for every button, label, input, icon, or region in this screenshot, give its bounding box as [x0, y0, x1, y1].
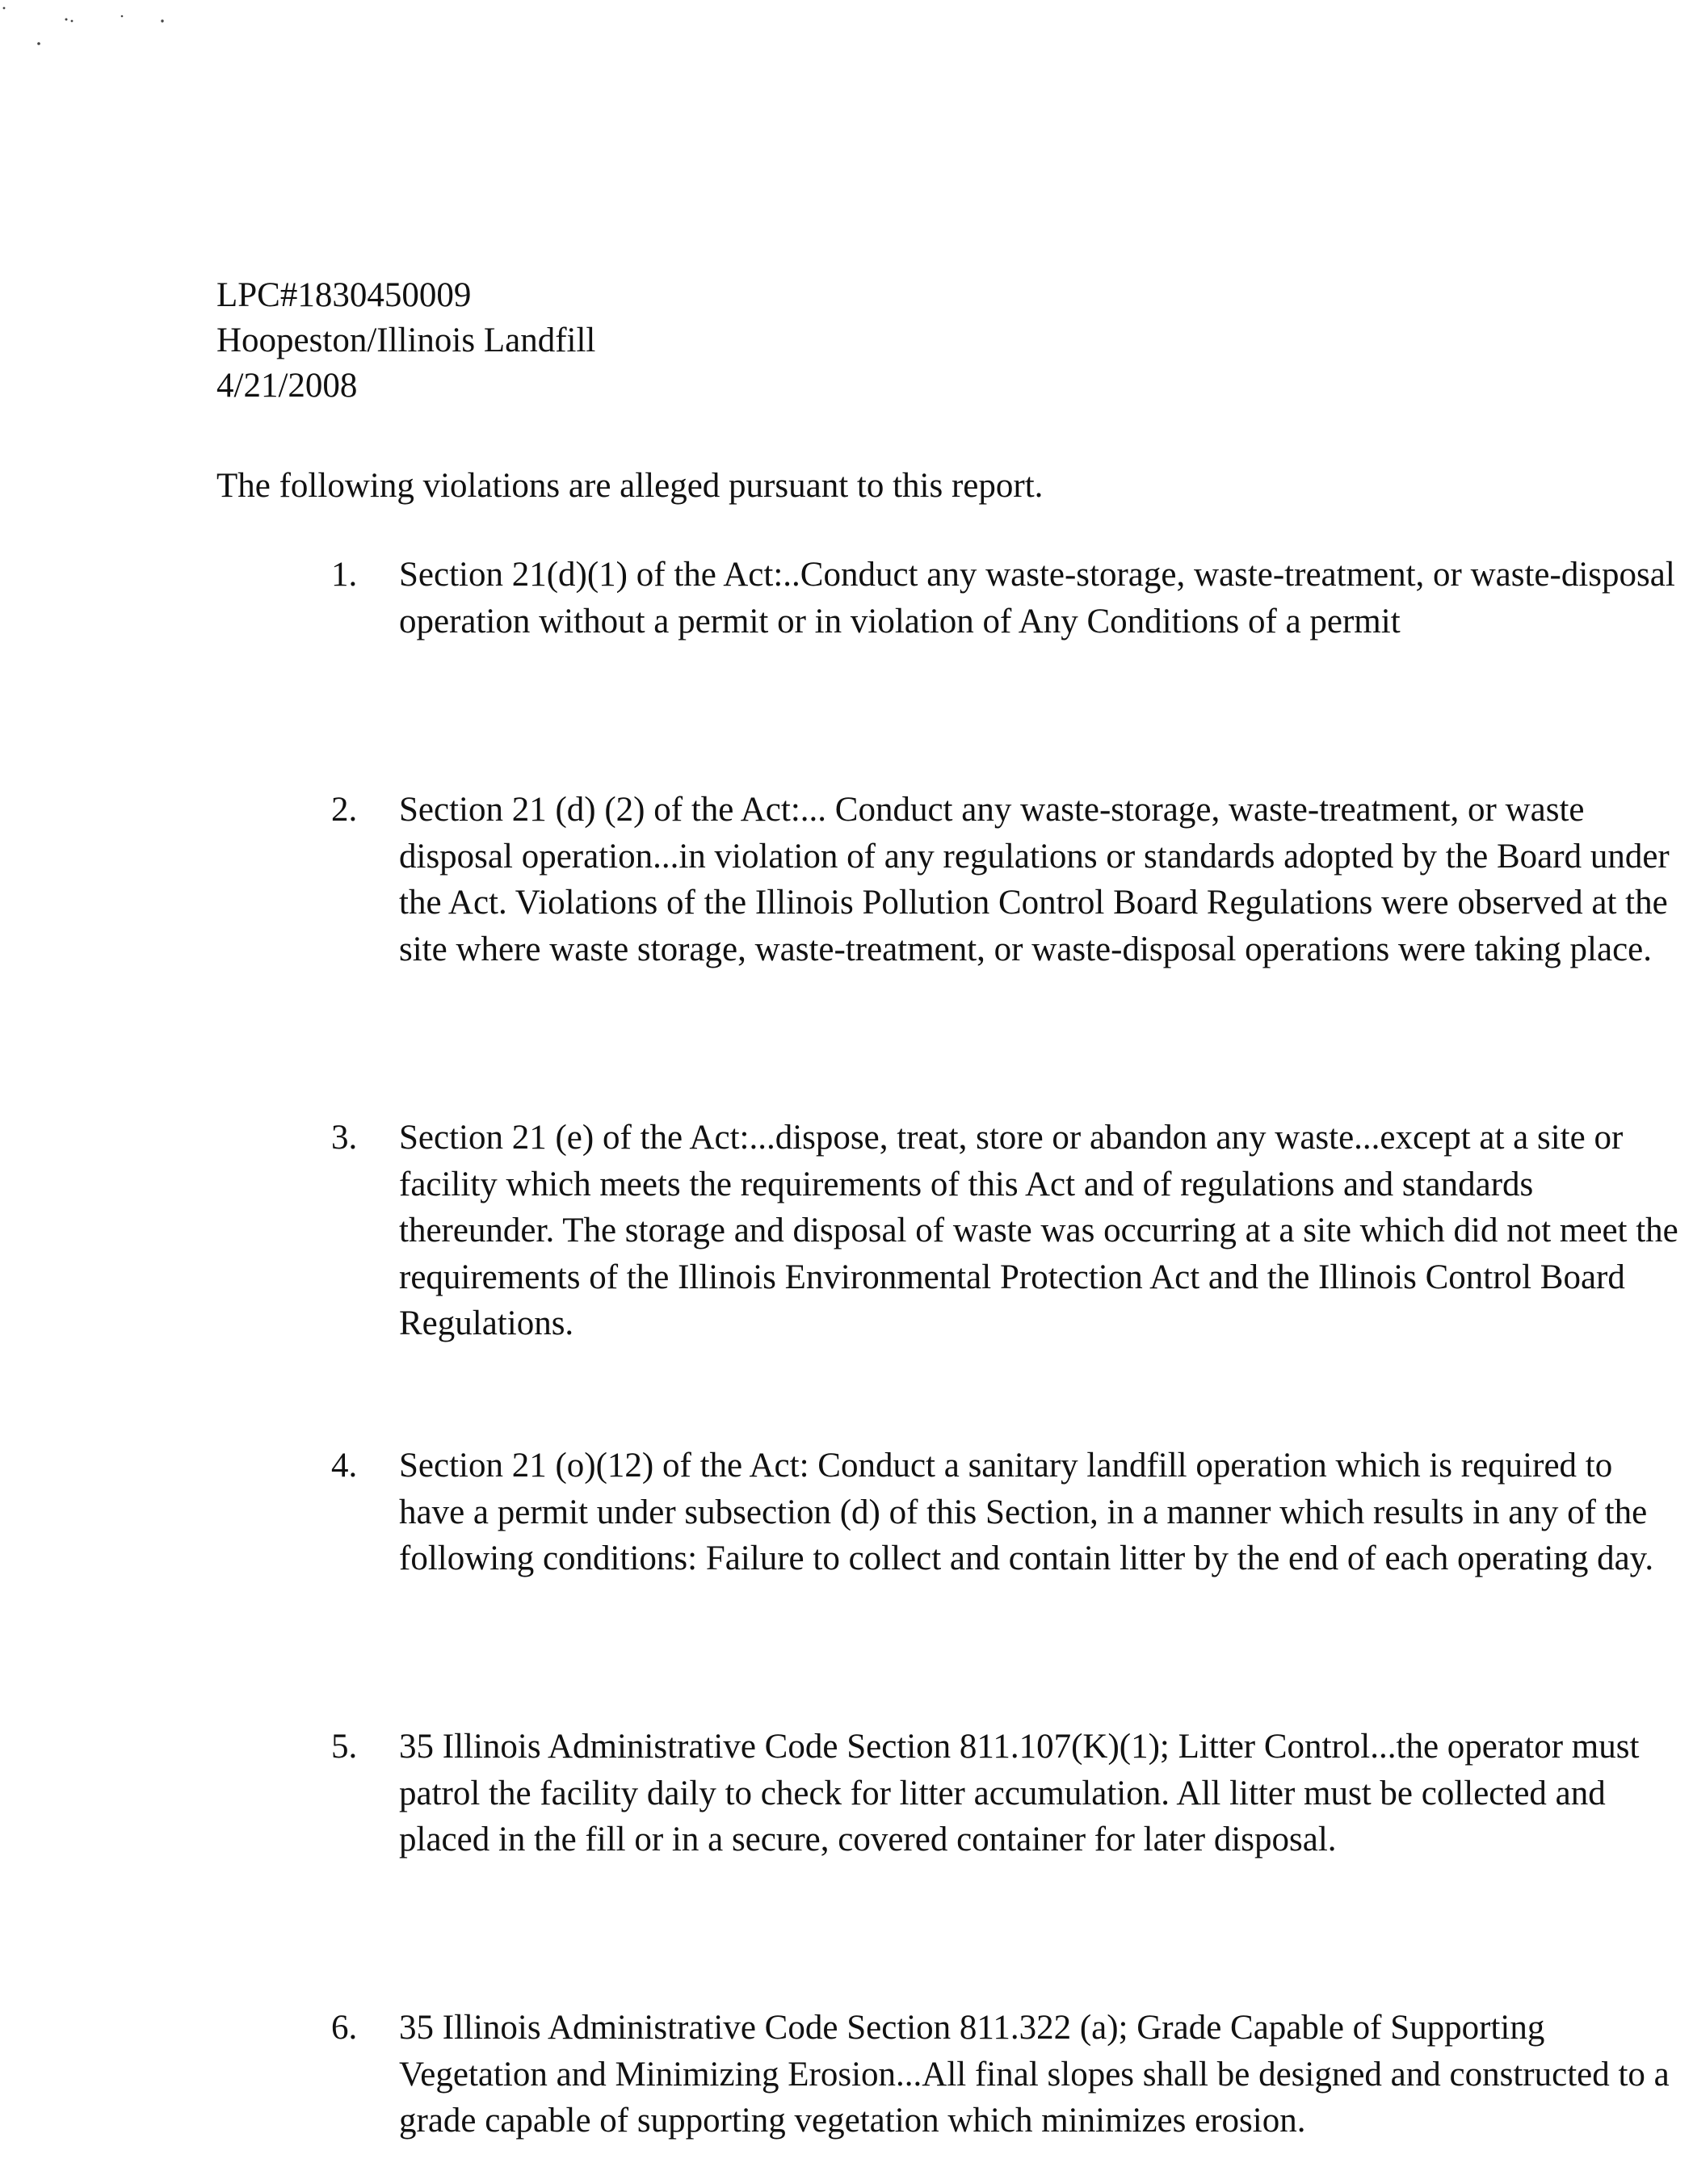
violation-text: Section 21 (d) (2) of the Act:... Conduct any waste-storage, waste-treatment, or waste disposal operation...in violation of any regulations or standards adopted by the Board under the Act. Violations of the Illinois Pollution Control Board Regulations were observed at the site where waste storage, waste-treatment, or waste-disposal operations were taking place. [399, 791, 1670, 968]
violation-item [331, 1443, 1680, 1582]
violation-number: 4. [331, 1447, 358, 1485]
report-date: 4/21/2008 [216, 367, 358, 405]
violation-number: 3. [331, 1119, 358, 1157]
document-header [216, 273, 595, 409]
violation-text: Section 21(d)(1) of the Act:..Conduct any waste-storage, waste-treatment, or waste-disposal operation without a permit or in violation of Any Conditions of a permit [399, 556, 1675, 640]
site-name: Hoopeston/Illinois Landfill [216, 321, 596, 359]
violation-number: 1. [331, 556, 358, 594]
violation-text: 35 Illinois Administrative Code Section 811.322 (a); Grade Capable of Supporting Vegetation and Minimizing Erosion...All final slopes shall be designed and constructed to a grade capable of supporting vegetation which minimizes erosion. [399, 2009, 1670, 2140]
violation-item [331, 1724, 1680, 1863]
violation-item [331, 2005, 1680, 2144]
violation-item [331, 1115, 1680, 1347]
lpc-number: LPC#1830450009 [216, 276, 472, 314]
violation-text: Section 21 (o)(12) of the Act: Conduct a sanitary landfill operation which is required to have a permit under subsection (d) of this Section, in a manner which results in any of the following conditions: Failure to collect and contain litter by the end of each operating day. [399, 1447, 1654, 1577]
violation-number: 5. [331, 1728, 358, 1766]
violation-item [331, 552, 1680, 645]
violation-number: 6. [331, 2009, 358, 2047]
scan-specks [0, 0, 178, 57]
intro-sentence: The following violations are alleged pursuant to this report. [216, 467, 1044, 505]
violation-text: Section 21 (e) of the Act:...dispose, treat, store or abandon any waste...except at a site or facility which meets the requirements of this Act and of regulations and standards thereunder. The storage and disposal of waste was occurring at a site which did not meet the requirements of the Illinois Environmental Protection Act and the Illinois Control Board Regulations. [399, 1119, 1678, 1342]
violation-number: 2. [331, 791, 358, 829]
violation-item [331, 787, 1680, 972]
violation-text: 35 Illinois Administrative Code Section 811.107(K)(1); Litter Control...the operator must patrol the facility daily to check for litter accumulation. All litter must be collected and placed in the fill or in a secure, covered container for later disposal. [399, 1728, 1640, 1858]
